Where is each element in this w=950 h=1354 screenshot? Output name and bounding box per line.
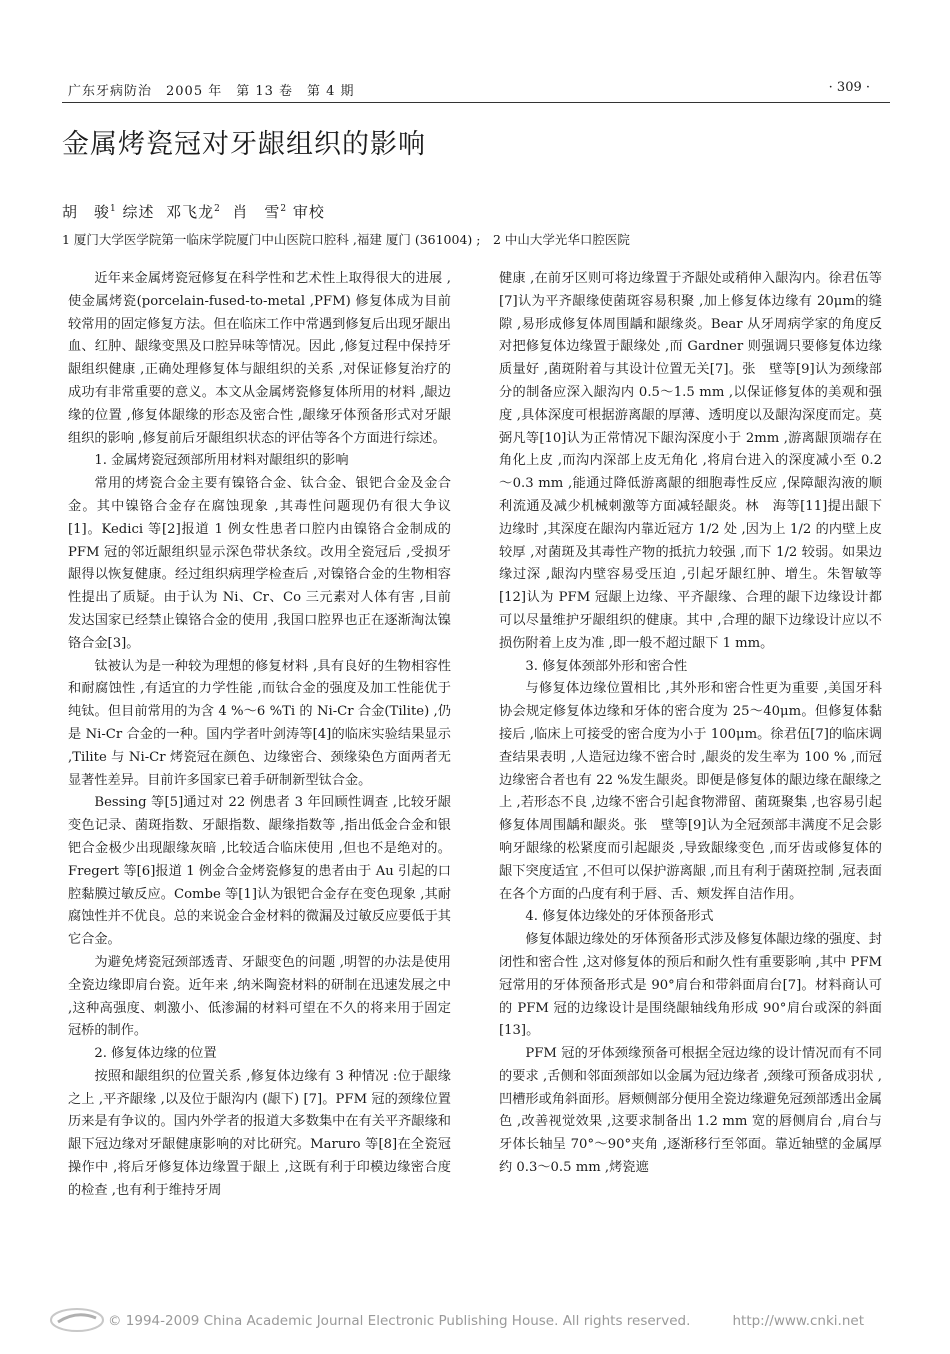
body-paragraph: 健康 ,在前牙区则可将边缘置于齐龈处或稍伸入龈沟内。徐君伍等[7]认为平齐龈缘使菌斑容易积聚 ,加上修复体边缘有 20μm的缝隙 ,易形成修复体周围龋和龈缘炎。Bear 从牙周病学家的角度反对把修复体边缘置于龈缘处 ,而 Gardner 则强调只要修复体边缘质量好 ,菌斑附着与其设计位置无关[7]。张 壁等[9]认为颈缘部分的制备应深入龈沟内 0.5～1.5 mm ,以保证修复体的美观和强度 ,具体深度可根据游离龈的厚薄、透明度以及龈沟深度而定。莫弼凡等[10]认为正常情况下龈沟深度小于 2mm ,游离龈顶端存在角化上皮 ,而沟内深部上皮无角化 ,将肩台进入的深度减小至 0.2～0.3 mm ,能通过降低游离龈的细胞毒性反应 ,保障龈沟液的顺利流通及减少机械刺激等方面减轻龈炎。林 海等[11]提出龈下边缘时 ,其深度在龈沟内靠近冠方 1/2 处 ,因为上 1/2 的内壁上皮较厚 ,对菌斑及其毒性产物的抵抗力较强 ,而下 1/2 较弱。如果边缘过深 ,龈沟内壁容易受压迫 ,引起牙龈红肿、增生。朱智敏等[12]认为 PFM 冠龈上边缘、平齐龈缘、合理的龈下边缘设计都可以尽量维护牙龈组织的健康。其中 ,合理的龈下边缘设计应以不损伤附着上皮为准 ,即一般不超过龈下 1 mm。 xyxy=(499,271,882,651)
body-paragraph: PFM 冠的牙体颈缘预备可根据全冠边缘的设计情况而有不同的要求 ,舌侧和邻面颈部如以金属为冠边缘者 ,颈缘可预备成羽状 ,凹槽形或角斜面形。唇颊侧部分便用全瓷边缘避免冠颈部透出金属色 ,改善视觉效果 ,这要求制备出 1.2 mm 宽的唇侧肩台 ,肩台与牙体长轴呈 70°～90°夹角 ,逐渐移行至邻面。靠近轴壁的金属厚约 0.3～0.5 mm ,烤瓷遮 xyxy=(499,1046,882,1176)
body-paragraph: 近年来金属烤瓷冠修复在科学性和艺术性上取得很大的进展 ,使金属烤瓷(porcelain-fused-to-metal ,PFM) 修复体成为目前较常用的固定修复方法。但在临床工作中常遇到修复后出现牙龈出血、红肿、龈缘变黑及口腔异味等情况。因此 ,修复过程中保持牙龈组织健康 ,正确处理修复体与龈组织的关系 ,对保证修复治疗的成功有非常重要的意义。本文从金属烤瓷修复体所用的材料 ,龈边缘的位置 ,修复体龈缘的形态及密合性 ,龈缘牙体预备形式对牙龈组织的影响 ,修复前后牙龈组织状态的评估等各个方面进行综述。 xyxy=(68,271,451,446)
left-column xyxy=(68,268,451,1203)
section-heading: 2. 修复体边缘的位置 xyxy=(94,1046,217,1062)
section-heading: 4. 修复体边缘处的牙体预备形式 xyxy=(525,909,714,925)
page-footer xyxy=(0,1306,950,1336)
body-paragraph: Bessing 等[5]通过对 22 例患者 3 年回顾性调查 ,比较牙龈变色记录、菌斑指数、牙龈指数、龈缘指数等 ,指出低金合金和银钯合金极少出现龈缘灰暗 ,比较适合临床使用 ,但也不是绝对的。Fregert 等[6]报道 1 例金合金烤瓷修复的患者由于 Au 引起的口腔黏膜过敏反应。Combe 等[1]认为银钯合金存在变色现象 ,其耐腐蚀性并不优良。总的来说金合金材料的微漏及过敏反应要低于其它合金。 xyxy=(68,795,451,948)
body-paragraph: 修复体龈边缘处的牙体预备形式涉及修复体龈边缘的强度、封闭性和密合性 ,这对修复体的预后和耐久性有重要影响 ,其中 PFM 冠常用的牙体预备形式是 90°肩台和带斜面肩台[7]。材料商认可的 PFM 冠的边缘设计是围绕龈轴线角形成 90°肩台或深的斜面[13]。 xyxy=(499,932,882,1039)
journal-issue: 广东牙病防治 2005 年 第 13 卷 第 4 期 xyxy=(68,84,355,99)
body-paragraph: 与修复体边缘位置相比 ,其外形和密合性更为重要 ,美国牙科协会规定修复体边缘和牙体的密合度为 25～40μm。但修复体黏接后 ,临床上可接受的密合度为小于 100μm。徐君伍[7]的临床调查结果表明 ,人造冠边缘不密合时 ,龈炎的发生率为 100 % ,而冠边缘密合者也有 22 %发生龈炎。即便是修复体的龈边缘在龈缘之上 ,若形态不良 ,边缘不密合引起食物滞留、菌斑聚集 ,也容易引起修复体周围龋和龈炎。张 壁等[9]认为全冠颈部丰满度不足会影响牙龈缘的松紧度而引起龈炎 ,导致龈缘变色 ,而牙齿或修复体的龈下突度适宜 ,不但可以保护游离龈 ,而且有利于菌斑控制 ,冠表面在各个方面的凸度有利于唇、舌、颊发挥自洁作用。 xyxy=(499,681,882,902)
section-heading: 1. 金属烤瓷冠颈部所用材料对龈组织的影响 xyxy=(94,453,349,469)
body-paragraph: 钛被认为是一种较为理想的修复材料 ,具有良好的生物相容性和耐腐蚀性 ,有适宜的力学性能 ,而钛合金的强度及加工性能优于纯钛。但目前常用的为含 4 %～6 %Ti 的 Ni-Cr 合金(Tilite) ,仍是 Ni-Cr 合金的一种。国内学者叶剑涛等[4]的临床实验结果显示 ,Tilite 与 Ni-Cr 烤瓷冠在颜色、边缘密合、颈缘染色方面两者无显著性差异。目前许多国家已着手研制新型钛合金。 xyxy=(68,658,451,788)
body-paragraph: 为避免烤瓷冠颈部透青、牙龈变色的问题 ,明智的办法是使用全瓷边缘即肩台瓷。近年来 ,纳米陶瓷材料的研制在迅速发展之中 ,这种高强度、刺激小、低渗漏的材料可望在不久的将来用于固定冠桥的制作。 xyxy=(68,954,451,1039)
article-title: 金属烤瓷冠对牙龈组织的影响 xyxy=(62,129,426,160)
author-line xyxy=(62,201,325,222)
affiliation: 1 厦门大学医学院第一临床学院厦门中山医院口腔科 ,福建 厦门 (361004) ; 2 中山大学光华口腔医院 xyxy=(62,232,630,247)
author-name: 胡 骏 xyxy=(62,203,111,221)
author-name: 邓飞龙 xyxy=(166,203,215,221)
author-name: 肖 雪 xyxy=(232,203,281,221)
body-paragraph: 常用的烤瓷合金主要有镍铬合金、钛合金、银钯合金及金合金。其中镍铬合金存在腐蚀现象 ,其毒性问题现仍有很大争议[1]。Kedici 等[2]报道 1 例女性患者口腔内由镍铬合金制成的 PFM 冠的邻近龈组织显示深色带状条纹。改用全瓷冠后 ,受损牙龈得以恢复健康。经过组织病理学检查后 ,对镍铬合金的生物相容性提出了质疑。由于认为 Ni、Cr、Co 三元素对人体有害 ,目前发达国家已经禁止镍铬合金的使用 ,我国口腔界也正在逐渐淘汰镍铬合金[3]。 xyxy=(68,476,451,651)
running-header xyxy=(62,80,890,102)
author-role: 综述 xyxy=(122,203,155,221)
author-role: 审校 xyxy=(292,203,325,221)
section-heading: 3. 修复体颈部外形和密合性 xyxy=(525,658,688,674)
body-paragraph: 按照和龈组织的位置关系 ,修复体边缘有 3 种情况 :位于龈缘之上 ,平齐龈缘 ,以及位于龈沟内 (龈下) [7]。PFM 冠的颈缘位置历来是有争议的。国内外学者的报道大多数集中在有关平齐龈缘和龈下冠边缘对牙龈健康影响的对比研究。Maruro 等[8]在全瓷冠操作中 ,将后牙修复体边缘置于龈上 ,这既有利于印模边缘密合度的检查 ,也有利于维持牙周 xyxy=(68,1068,451,1198)
author-affil-mark: 2 xyxy=(280,204,288,214)
cnki-logo-icon xyxy=(48,1306,106,1334)
header-rule xyxy=(62,102,890,103)
author-affil-mark: 2 xyxy=(214,204,221,214)
footer-url[interactable]: http://www.cnki.net xyxy=(732,1313,864,1329)
author-affil-mark: 1 xyxy=(110,204,117,214)
page-number: · 309 · xyxy=(828,80,870,95)
right-column xyxy=(499,268,882,1180)
copyright-notice: © 1994-2009 China Academic Journal Electronic Publishing House. All rights reserved. xyxy=(108,1313,691,1329)
